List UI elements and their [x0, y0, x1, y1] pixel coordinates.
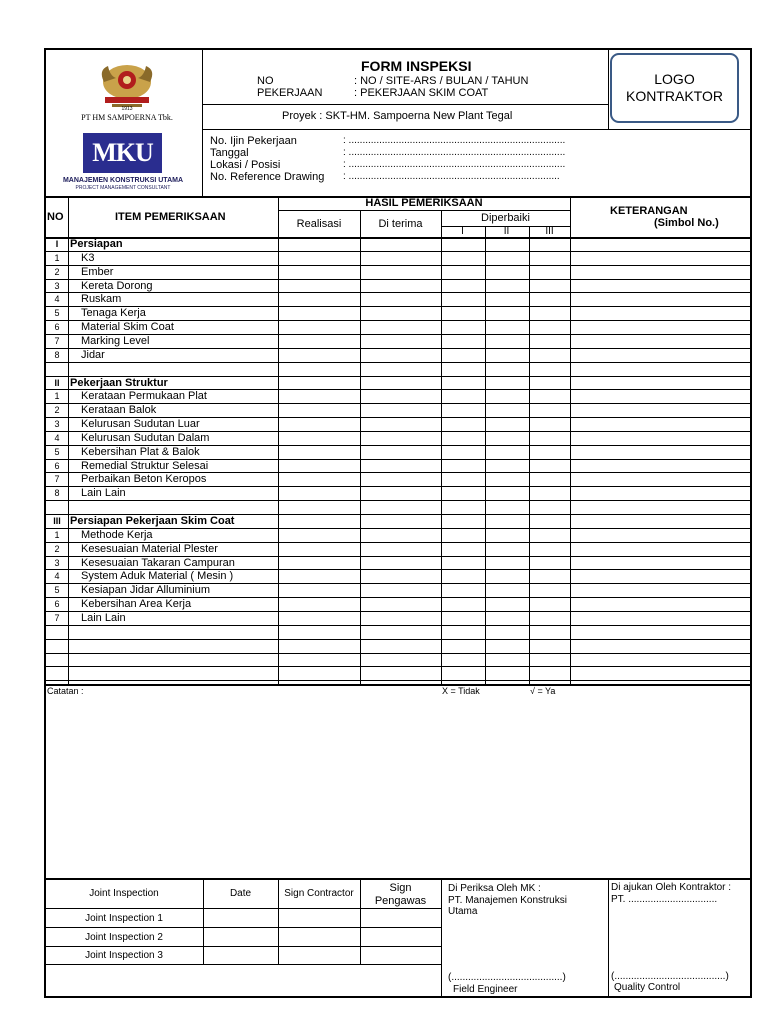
row-number: 1 — [54, 252, 60, 263]
footer-line — [608, 879, 609, 997]
mk-company-2: Utama — [448, 906, 478, 917]
header-divider — [608, 49, 609, 129]
joint-inspection-2: Joint Inspection 2 — [85, 932, 163, 943]
info-value-ijin[interactable]: : .............................................................................. — [343, 135, 566, 146]
row-item: Ember — [81, 265, 114, 278]
info-label-drawing: No. Reference Drawing — [210, 171, 325, 183]
table-row — [45, 501, 751, 514]
table-row — [45, 487, 751, 500]
row-item: Kebersihan Plat & Balok — [81, 445, 200, 458]
table-row — [45, 418, 751, 431]
table-row — [45, 667, 751, 680]
legend-x-tidak: X = Tidak — [442, 686, 480, 696]
sign-contractor-header: Sign Contractor — [284, 888, 354, 899]
mku-logo — [83, 133, 162, 173]
table-row — [45, 584, 751, 597]
row-item: Kelurusan Sudutan Dalam — [81, 431, 210, 444]
table-row — [45, 460, 751, 473]
info-value-lokasi[interactable]: : .............................................................................. — [343, 159, 566, 170]
row-number: I — [55, 239, 59, 249]
row-item: Remedial Struktur Selesai — [81, 459, 209, 472]
date-header: Date — [229, 888, 252, 899]
info-label-ijin: No. Ijin Pekerjaan — [210, 135, 297, 147]
row-item: Kelurusan Sudutan Luar — [81, 418, 200, 431]
no-label: NO — [257, 75, 274, 87]
row-item: K3 — [81, 251, 95, 264]
table-bottom-line — [45, 684, 751, 686]
row-item: Kesesuaian Material Plester — [81, 542, 218, 555]
mk-company-1: PT. Manajemen Konstruksi — [448, 895, 567, 906]
table-row — [45, 612, 751, 625]
row-number: 3 — [54, 280, 60, 291]
table-row — [45, 654, 751, 667]
mk-checked-by: Di Periksa Oleh MK : — [448, 883, 541, 894]
info-label-tanggal: Tanggal — [210, 147, 249, 159]
table-row — [45, 335, 751, 348]
mku-name: MANAJEMEN KONSTRUKSI UTAMA — [62, 177, 184, 184]
row-item: Pekerjaan Struktur — [70, 376, 168, 389]
row-number: 5 — [54, 446, 60, 457]
row-number: 2 — [54, 405, 60, 416]
table-row — [45, 321, 751, 334]
quality-control-label: Quality Control — [614, 982, 681, 993]
row-number: 4 — [54, 432, 60, 443]
field-engineer-signature[interactable]: (........................................) — [448, 972, 566, 983]
row-number: 6 — [54, 460, 60, 471]
row-number: 4 — [54, 294, 60, 305]
row-item: Material Skim Coat — [81, 321, 174, 334]
info-value-drawing[interactable]: : ............................................................................ — [343, 171, 560, 182]
row-number: 5 — [54, 308, 60, 319]
col-item-header: ITEM PEMERIKSAAN — [115, 211, 226, 223]
legend-v-ya: √ = Ya — [530, 686, 556, 696]
info-value-tanggal[interactable]: : .............................................................................. — [343, 147, 566, 158]
row-number: 8 — [54, 488, 60, 499]
catatan-label: Catatan : — [47, 686, 84, 696]
table-row — [45, 543, 751, 556]
table-header-line — [278, 210, 570, 211]
sampoerna-name: PT HM SAMPOERNA Tbk. — [81, 113, 173, 122]
footer-top-line — [45, 878, 751, 880]
footer-line — [45, 946, 441, 947]
quality-control-signature[interactable]: (........................................) — [611, 971, 729, 982]
table-row — [45, 640, 751, 653]
col-sub-iii: III — [545, 226, 554, 237]
row-item: Kerataan Permukaan Plat — [81, 390, 207, 403]
col-diterima-header: Di terima — [378, 218, 423, 230]
row-item: Kebersihan Area Kerja — [81, 598, 192, 611]
row-item: Kerataan Balok — [81, 404, 157, 417]
row-item: Ruskam — [81, 293, 122, 306]
form-title: FORM INSPEKSI — [361, 58, 472, 74]
logo-kontraktor-box — [610, 53, 739, 123]
table-row — [45, 252, 751, 265]
row-item: Kesiapan Jidar Alluminium — [81, 584, 211, 597]
table-row — [45, 473, 751, 486]
col-hasil-header: HASIL PEMERIKSAAN — [365, 197, 483, 209]
section-row — [45, 515, 751, 528]
kontraktor-submitted-by: Di ajukan Oleh Kontraktor : — [611, 882, 732, 893]
row-number: 6 — [54, 322, 60, 333]
row-item: System Aduk Material ( Mesin ) — [81, 570, 234, 583]
row-number: 5 — [54, 585, 60, 596]
footer-line — [45, 927, 441, 928]
info-label-lokasi: Lokasi / Posisi — [210, 159, 281, 171]
logo-kontraktor-line1: LOGO — [654, 71, 695, 87]
table-row — [45, 557, 751, 570]
header-divider — [202, 129, 751, 130]
field-engineer-label: Field Engineer — [453, 984, 518, 995]
header-divider — [202, 104, 608, 105]
header-divider — [202, 49, 203, 196]
row-number: 3 — [54, 557, 60, 568]
row-item: Methode Kerja — [81, 528, 153, 541]
row-number: 8 — [54, 349, 60, 360]
section-row — [45, 238, 751, 251]
col-sub-ii: II — [503, 226, 510, 237]
row-item: Persiapan — [70, 238, 123, 250]
pekerjaan-value: : PEKERJAAN SKIM COAT — [354, 87, 489, 99]
row-number: 1 — [54, 391, 60, 402]
section-row — [45, 377, 751, 390]
no-value: : NO / SITE-ARS / BULAN / TAHUN — [354, 75, 529, 87]
table-row — [45, 266, 751, 279]
col-realisasi-header: Realisasi — [296, 218, 342, 230]
row-line — [45, 680, 751, 681]
row-item: Tenaga Kerja — [81, 307, 146, 320]
table-row — [45, 363, 751, 376]
row-item: Lain Lain — [81, 611, 126, 624]
table-row — [45, 432, 751, 445]
row-number: 7 — [54, 335, 60, 346]
table-row — [45, 404, 751, 417]
row-item: Lain Lain — [81, 487, 126, 500]
mku-logo-text: MKU — [92, 138, 153, 167]
row-number: 4 — [54, 571, 60, 582]
row-number: 7 — [54, 474, 60, 485]
row-item: Marking Level — [81, 334, 150, 347]
joint-inspection-1: Joint Inspection 1 — [85, 913, 163, 924]
table-row — [45, 598, 751, 611]
table-row — [45, 626, 751, 639]
footer-line — [45, 908, 441, 909]
col-diperbaiki-header: Diperbaiki — [481, 212, 530, 224]
sampoerna-year: 1913 — [121, 106, 133, 112]
col-keterangan-header: KETERANGAN — [610, 205, 688, 217]
table-row — [45, 349, 751, 362]
row-number: 3 — [54, 419, 60, 430]
sampoerna-logo — [92, 60, 162, 112]
table-row — [45, 293, 751, 306]
row-number: 2 — [54, 543, 60, 554]
kontraktor-company: PT. ................................ — [611, 894, 718, 905]
row-item: Kesesuaian Takaran Campuran — [81, 556, 235, 569]
table-row — [45, 446, 751, 459]
col-simbol-header: (Simbol No.) — [654, 217, 719, 229]
table-row — [45, 307, 751, 320]
row-item: Jidar — [81, 348, 105, 361]
row-number: 2 — [54, 266, 60, 277]
joint-inspection-header: Joint Inspection — [89, 888, 159, 899]
table-row — [45, 529, 751, 542]
table-row — [45, 390, 751, 403]
sign-pengawas-header-2: Pengawas — [374, 895, 427, 907]
footer-line — [441, 879, 442, 997]
proyek-label: Proyek : SKT-HM. Sampoerna New Plant Tegal — [282, 110, 513, 122]
col-no-header: NO — [47, 211, 64, 223]
joint-inspection-3: Joint Inspection 3 — [85, 950, 163, 961]
sign-pengawas-header-1: Sign — [389, 882, 412, 894]
row-number: 7 — [54, 612, 60, 623]
row-number: III — [53, 516, 61, 526]
row-item: Perbaikan Beton Keropos — [81, 473, 207, 486]
pekerjaan-label: PEKERJAAN — [257, 87, 323, 99]
row-number: 6 — [54, 599, 60, 610]
row-number: II — [54, 377, 60, 388]
row-item: Kereta Dorong — [81, 279, 153, 292]
mku-sub: PROJECT MANAGEMENT CONSULTANT — [75, 185, 171, 191]
col-sub-i: I — [461, 226, 464, 237]
row-number: 1 — [54, 529, 60, 540]
row-item: Persiapan Pekerjaan Skim Coat — [70, 515, 235, 527]
logo-kontraktor-line2: KONTRAKTOR — [626, 88, 723, 104]
table-row — [45, 280, 751, 293]
footer-line — [45, 964, 441, 965]
table-row — [45, 570, 751, 583]
